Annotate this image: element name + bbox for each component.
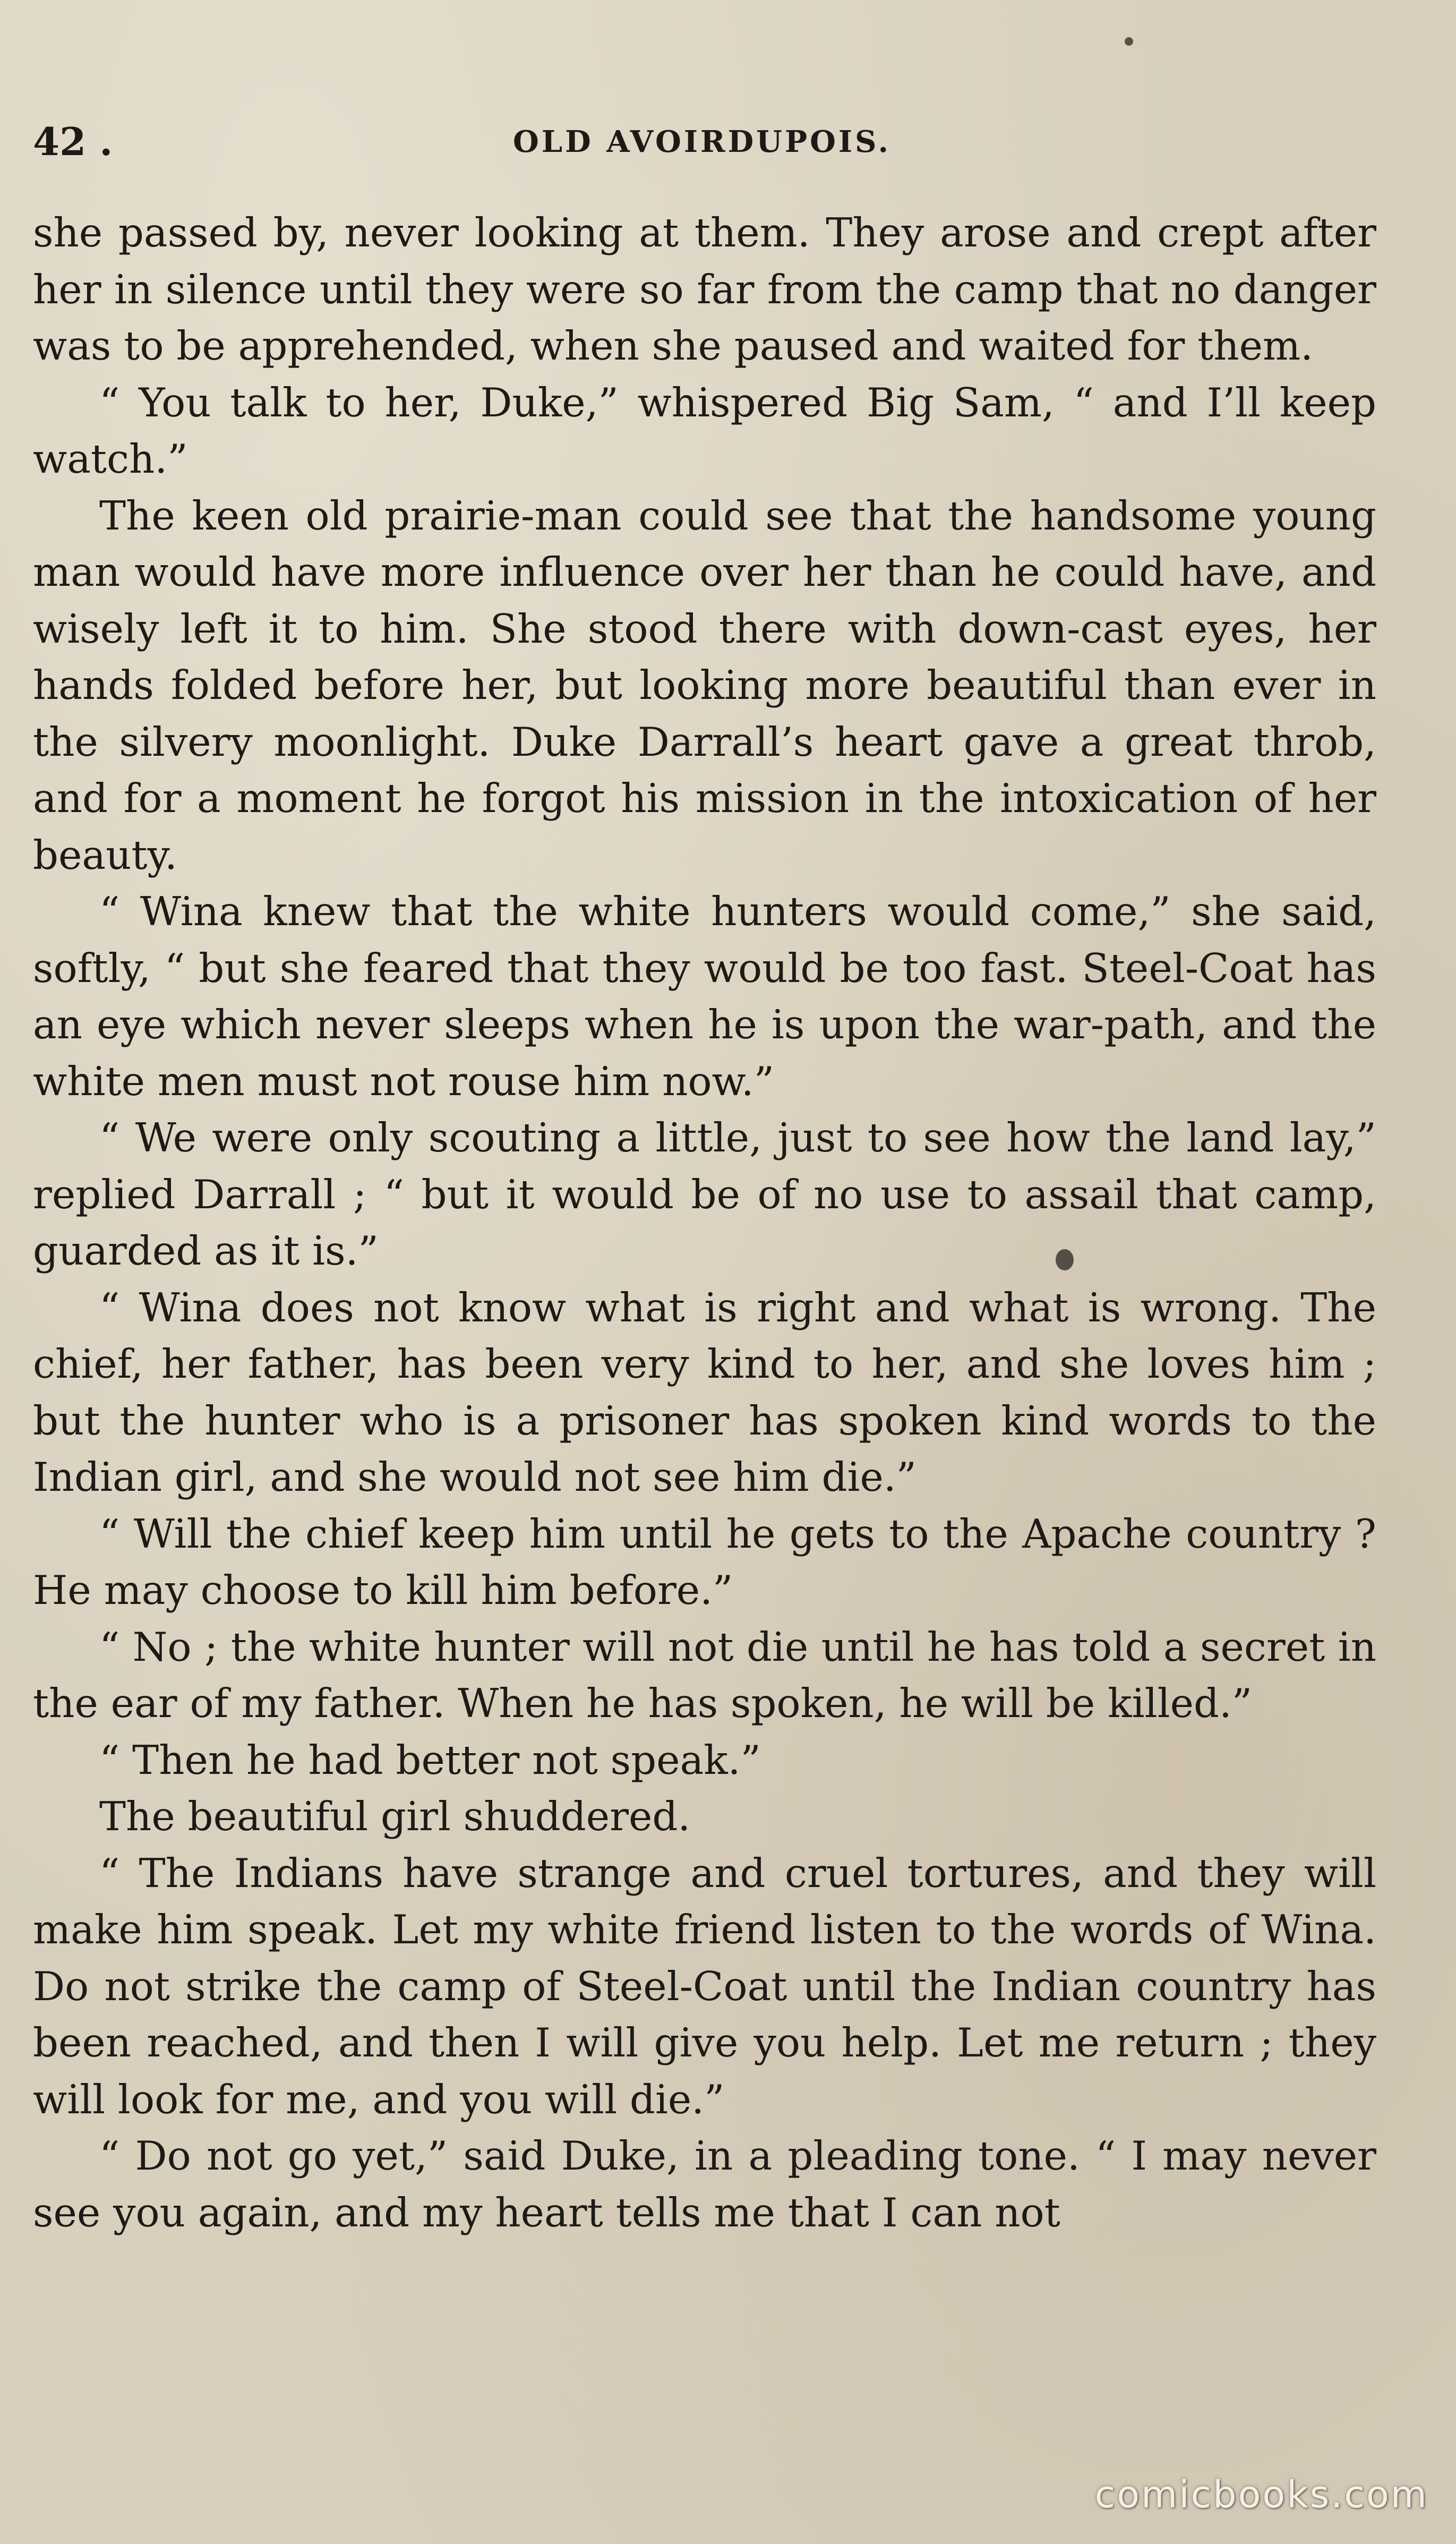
watermark-text: comicbooks.com [1094, 2473, 1428, 2516]
paragraph: “ We were only scouting a little, just to see how the land lay,” replied Darrall ; “ but it would be of no use to assail that camp, guarded as it is.” [33, 1114, 1376, 1274]
paragraph: The keen old prairie-man could see that the handsome young man would have more influence over her than he could have, and wisely left it to him. She stood there with down-cast eyes, her hands folded before her, but looking more beautiful than ever in the silvery moonlight. Duke Darrall’s heart gave a great throb, and for a moment he forgot his mission in the intoxication of her beauty. [33, 492, 1376, 878]
ink-spot [1056, 1249, 1074, 1270]
paragraph: “ You talk to her, Duke,” whispered Big Sam, “ and I’ll keep watch.” [33, 379, 1376, 482]
running-title: OLD AVOIRDUPOIS. [513, 124, 891, 159]
paragraph: “ Wina does not know what is right and what is wrong. The chief, her father, has been very kind to her, and she loves him ; but the hunter who is a prisoner has spoken kind words to the Indian girl, and she would not see him die.” [33, 1284, 1376, 1500]
paragraph: she passed by, never looking at them. They arose and crept after her in silence until they were so far from the camp that no danger was to be apprehended, when she paused and waited for them. [33, 209, 1376, 369]
paragraph: “ Do not go yet,” said Duke, in a pleading tone. “ I may never see you again, and my heart tells me that I can not [33, 2132, 1376, 2236]
page-number: 42 . [33, 119, 113, 164]
paragraph: “ The Indians have strange and cruel tortures, and they will make him speak. Let my white friend listen to the words of Wina. Do not strike the camp of Steel-Coat until the Indian country has been reached, and then I will give you help. Let me return ; they will look for me, and you will die.” [33, 1849, 1376, 2123]
paragraph: “ No ; the white hunter will not die until he has told a secret in the ear of my father. When he has spoken, he will be killed.” [33, 1623, 1376, 1727]
paragraph: “ Then he had better not speak.” [99, 1736, 761, 1783]
paragraph: The beautiful girl shuddered. [99, 1793, 691, 1840]
body-text [33, 204, 1376, 2241]
ink-spot [1125, 37, 1133, 46]
paragraph: “ Wina knew that the white hunters would come,” she said, softly, “ but she feared that they would be too fast. Steel-Coat has an eye which never sleeps when he is upon the war-path, and the white men must not rouse him now.” [33, 888, 1376, 1105]
paragraph: “ Will the chief keep him until he gets to the Apache country ? He may choose to kill him before.” [33, 1510, 1376, 1614]
running-head [33, 113, 1371, 171]
